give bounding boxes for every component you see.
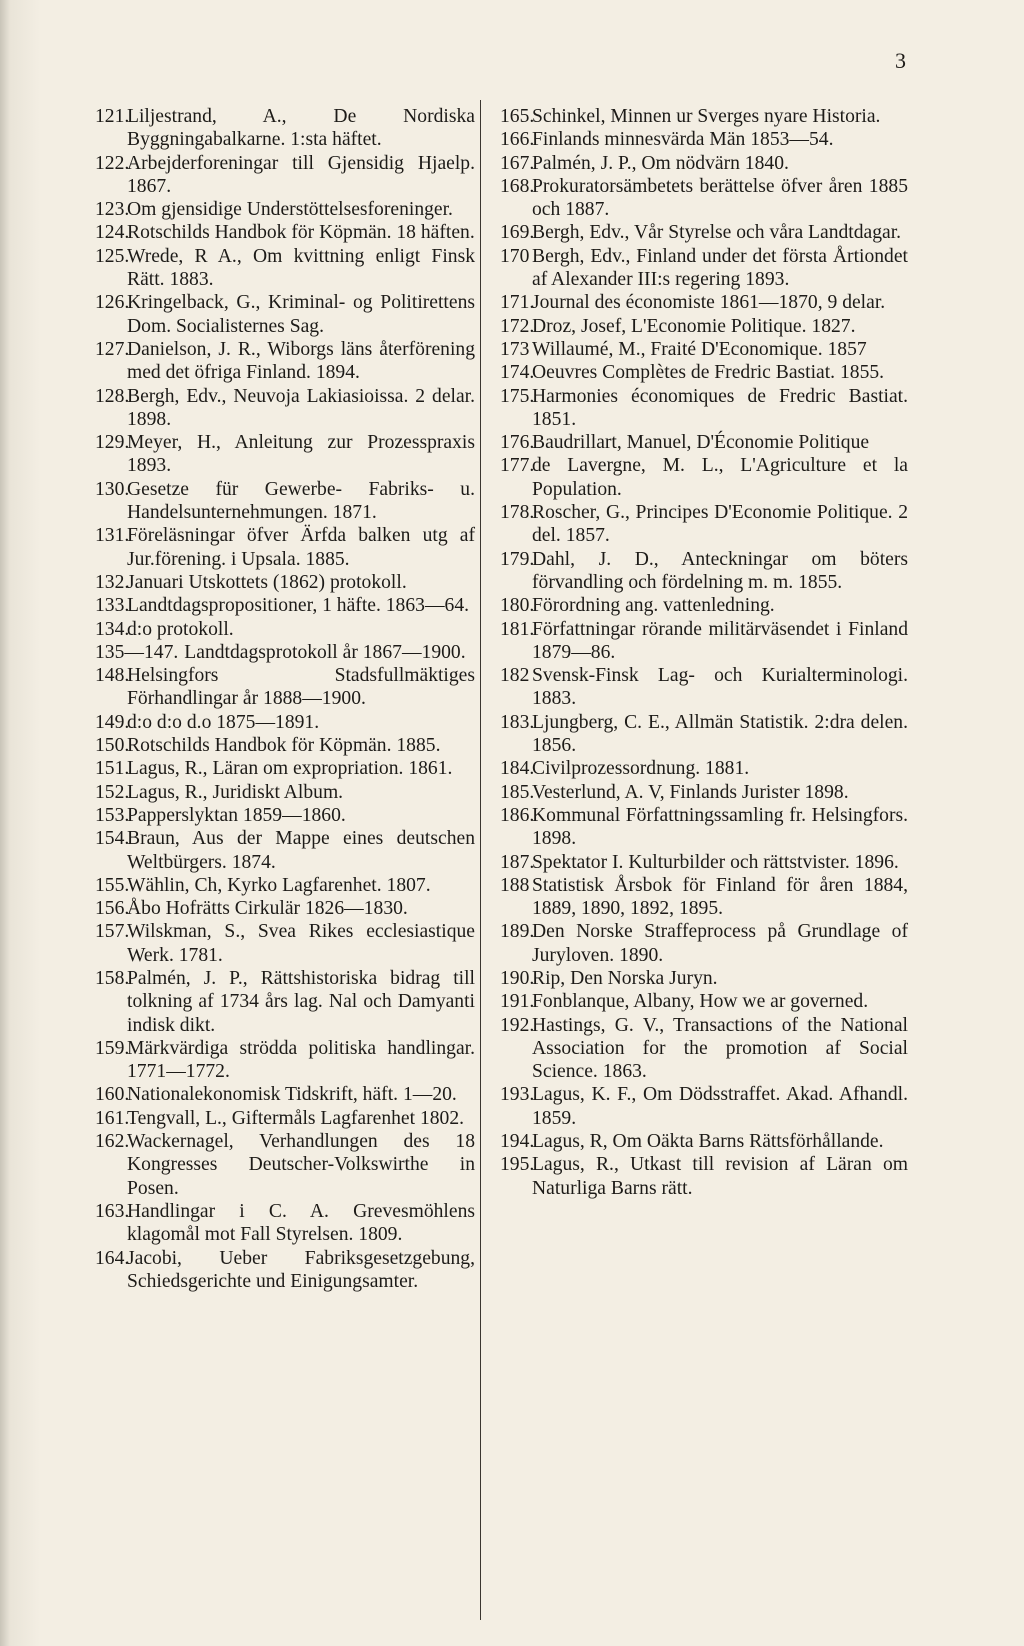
entry-text: Wackernagel, Verhandlungen des 18 Kongresses Deutscher-Volkswirthe in Posen. xyxy=(127,1131,475,1199)
entry-text: Jacobi, Ueber Fabriksgesetzgebung, Schiedsgerichte und Einigungsamter. xyxy=(127,1247,475,1292)
entry-text: Dahl, J. D., Anteckningar om böters förvandling och fördelning m. m. 1855. xyxy=(532,548,908,593)
catalog-entry xyxy=(500,175,908,222)
catalog-entry xyxy=(500,361,908,384)
entry-text: Författningar rörande militärväsendet i Finland 1879—86. xyxy=(532,618,908,663)
entry-text: d:o d:o d.o 1875—1891. xyxy=(127,711,320,733)
catalog-entry xyxy=(95,967,475,1037)
catalog-entry xyxy=(95,105,475,152)
entry-number: 169. xyxy=(500,222,535,244)
catalog-entry xyxy=(95,338,475,385)
entry-text: Palmén, J. P., Om nödvärn 1840. xyxy=(532,152,789,174)
entry-text: Schinkel, Minnen ur Sverges nyare Historia. xyxy=(532,106,881,127)
catalog-entry xyxy=(95,245,475,292)
entry-text: Roscher, G., Principes D'Economie Politique. 2 del. 1857. xyxy=(532,502,908,547)
entry-text: Prokuratorsämbetets berättelse öfver åren 1885 och 1887. xyxy=(532,175,908,221)
entry-text: Wrede, R A., Om kvittning enligt Finsk Rätt. 1883. xyxy=(127,245,475,291)
catalog-entry xyxy=(95,920,475,967)
catalog-entry xyxy=(95,757,475,780)
entry-number: 172. xyxy=(500,315,535,337)
catalog-entry xyxy=(95,478,475,525)
entry-number: 135—147. xyxy=(95,641,179,663)
catalog-entry xyxy=(500,431,908,454)
entry-text: Lagus, R, Om Oäkta Barns Rättsförhållande. xyxy=(532,1131,884,1153)
entry-number: 152. xyxy=(95,781,130,803)
entry-text: Märkvärdiga strödda politiska handlingar. 1771—1772. xyxy=(127,1037,475,1083)
entry-text: Landtdagsprotokoll år 1867—1900. xyxy=(184,641,466,663)
entry-number: 179. xyxy=(500,548,535,570)
entry-text: Harmonies économiques de Fredric Bastiat. 1851. xyxy=(532,385,908,430)
entry-number: 164. xyxy=(95,1247,130,1269)
entry-number: 129. xyxy=(95,432,130,454)
entry-text: Lagus, R., Läran om expropriation. 1861. xyxy=(127,758,453,780)
entry-number: 195. xyxy=(500,1154,535,1176)
catalog-entry xyxy=(500,245,908,292)
entry-number: 186. xyxy=(500,804,535,826)
entry-text: Lagus, R., Utkast till revision af Läran om Naturliga Barns rätt. xyxy=(532,1154,908,1199)
entry-text: Hastings, G. V., Transactions of the National Association for the promotion af Social Science. 1863. xyxy=(532,1014,908,1083)
entry-text: Kringelback, G., Kriminal- og Politirettens Dom. Socialisternes Sag. xyxy=(127,292,475,337)
entry-number: 174. xyxy=(500,362,535,384)
page-number: 3 xyxy=(895,48,906,73)
catalog-entry xyxy=(95,1107,475,1130)
entry-number: 128. xyxy=(95,385,130,407)
catalog-entry xyxy=(95,198,475,221)
entry-number: 171. xyxy=(500,292,535,314)
entry-text: Wählin, Ch, Kyrko Lagfarenhet. 1807. xyxy=(127,874,431,896)
entry-text: Braun, Aus der Mappe eines deutschen Weltbürgers. 1874. xyxy=(127,828,475,873)
entry-number: 167. xyxy=(500,152,535,174)
catalog-entry xyxy=(95,291,475,338)
entry-number: 165. xyxy=(500,106,535,127)
entry-text: Ljungberg, C. E., Allmän Statistik. 2:dra delen. 1856. xyxy=(532,711,908,757)
left-column xyxy=(95,105,475,1293)
entry-number: 176. xyxy=(500,432,535,454)
entry-number: 160. xyxy=(95,1084,130,1106)
entry-number: 177. xyxy=(500,455,535,477)
entry-text: Spektator I. Kulturbilder och rättstvister. 1896. xyxy=(532,851,899,873)
entry-number: 149. xyxy=(95,711,130,733)
catalog-entry xyxy=(95,641,475,664)
entry-text: Handlingar i C. A. Grevesmöhlens klagomål mot Fall Styrelsen. 1809. xyxy=(127,1200,475,1246)
entry-text: Lagus, R., Juridiskt Album. xyxy=(127,781,344,803)
entry-number: 192. xyxy=(500,1014,535,1036)
entry-number: 122. xyxy=(95,152,130,174)
catalog-entry xyxy=(500,105,908,128)
catalog-entry xyxy=(500,594,908,617)
entry-number: 134. xyxy=(95,618,130,640)
entry-number: 166. xyxy=(500,129,535,151)
entry-number: 189. xyxy=(500,921,535,943)
entry-number: 126. xyxy=(95,292,130,314)
entry-text: Januari Utskottets (1862) protokoll. xyxy=(127,571,407,593)
entry-number: 153. xyxy=(95,804,130,826)
entry-text: Gesetze für Gewerbe- Fabriks- u. Handelsunternehmungen. 1871. xyxy=(127,478,475,524)
entry-number: 121. xyxy=(95,106,130,127)
catalog-entry xyxy=(500,851,908,874)
catalog-entry xyxy=(500,338,908,361)
catalog-entry xyxy=(500,711,908,758)
entry-number: 123. xyxy=(95,199,130,221)
entry-number: 168. xyxy=(500,175,535,197)
catalog-entry xyxy=(500,757,908,780)
catalog-entry xyxy=(95,734,475,757)
catalog-entry xyxy=(95,1083,475,1106)
catalog-entry xyxy=(500,874,908,921)
entry-text: Baudrillart, Manuel, D'Économie Politique xyxy=(532,432,870,454)
catalog-entry xyxy=(95,874,475,897)
catalog-entry xyxy=(95,804,475,827)
entry-text: Journal des économiste 1861—1870, 9 delar. xyxy=(532,292,886,314)
entry-number: 131. xyxy=(95,525,130,547)
entry-text: Bergh, Edv., Finland under det första Årtiondet af Alexander III:s regering 1893. xyxy=(532,245,908,291)
entry-text: Tengvall, L., Giftermåls Lagfarenhet 1802. xyxy=(127,1107,465,1129)
catalog-entry xyxy=(95,1247,475,1294)
entry-number: 187. xyxy=(500,851,535,873)
entry-text: Rip, Den Norska Juryn. xyxy=(532,967,718,989)
entry-number: 184. xyxy=(500,758,535,780)
entry-number: 156. xyxy=(95,898,130,920)
entry-number: 150. xyxy=(95,735,130,757)
entry-number: 178. xyxy=(500,502,535,524)
entry-number: 125. xyxy=(95,245,130,267)
entry-text: Lagus, K. F., Om Dödsstraffet. Akad. Afhandl. 1859. xyxy=(532,1084,908,1129)
entry-number: 154. xyxy=(95,828,130,850)
catalog-entry xyxy=(500,454,908,501)
entry-number: 193. xyxy=(500,1084,535,1106)
entry-text: Rotschilds Handbok för Köpmän. 18 häften. xyxy=(127,222,475,244)
catalog-entry xyxy=(500,967,908,990)
entry-text: Droz, Josef, L'Economie Politique. 1827. xyxy=(532,315,856,337)
entry-text: Danielson, J. R., Wiborgs läns återförening med det öfriga Finland. 1894. xyxy=(127,338,475,384)
entry-text: Landtdagspropositioner, 1 häfte. 1863—64. xyxy=(127,595,470,617)
entry-text: Fonblanque, Albany, How we ar governed. xyxy=(532,991,869,1013)
entry-text: Statistisk Årsbok för Finland för åren 1884, 1889, 1890, 1892, 1895. xyxy=(532,874,908,920)
entry-text: d:o protokoll. xyxy=(127,618,234,640)
catalog-entry xyxy=(95,431,475,478)
entry-number: 159. xyxy=(95,1037,130,1059)
catalog-entry xyxy=(95,618,475,641)
catalog-entry xyxy=(95,152,475,199)
entry-text: Kommunal Författningssamling fr. Helsingfors. 1898. xyxy=(532,804,908,850)
entry-number: 132. xyxy=(95,571,130,593)
entry-number: 148. xyxy=(95,665,130,687)
entry-number: 191. xyxy=(500,991,535,1013)
entry-text: Meyer, H., Anleitung zur Prozesspraxis 1893. xyxy=(127,432,475,477)
catalog-entry xyxy=(500,315,908,338)
entry-text: Liljestrand, A., De Nordiska Byggningabalkarne. 1:sta häftet. xyxy=(127,106,475,151)
entry-text: Oeuvres Complètes de Fredric Bastiat. 1855. xyxy=(532,362,885,384)
entry-text: Om gjensidige Understöttelsesforeninger. xyxy=(127,199,453,221)
catalog-entry xyxy=(95,827,475,874)
column-divider xyxy=(480,100,481,1620)
catalog-entry xyxy=(500,1014,908,1084)
catalog-entry xyxy=(95,1130,475,1200)
entry-text: Papperslyktan 1859—1860. xyxy=(127,804,346,826)
entry-text: Förordning ang. vattenledning. xyxy=(532,595,775,617)
entry-number: 130. xyxy=(95,478,130,500)
catalog-entry xyxy=(95,571,475,594)
entry-text: Rotschilds Handbok för Köpmän. 1885. xyxy=(127,735,441,757)
catalog-entry xyxy=(500,1130,908,1153)
entry-text: Bergh, Edv., Neuvoja Lakiasioissa. 2 delar. 1898. xyxy=(127,385,475,430)
entry-number: 181. xyxy=(500,618,535,640)
entry-number: 190. xyxy=(500,967,535,989)
catalog-entry xyxy=(95,524,475,571)
entry-text: Den Norske Straffeprocess på Grundlage of Juryloven. 1890. xyxy=(532,921,908,966)
catalog-entry xyxy=(500,548,908,595)
entry-number: 155. xyxy=(95,874,130,896)
entry-number: 161. xyxy=(95,1107,130,1129)
entry-number: 151. xyxy=(95,758,130,780)
catalog-entry xyxy=(500,804,908,851)
entry-number: 158. xyxy=(95,967,130,989)
entry-text: Åbo Hofrätts Cirkulär 1826—1830. xyxy=(127,898,408,920)
catalog-entry xyxy=(500,618,908,665)
catalog-entry xyxy=(500,990,908,1013)
entry-number: 127. xyxy=(95,338,130,360)
catalog-entry xyxy=(500,781,908,804)
entry-text: de Lavergne, M. L., L'Agriculture et la Population. xyxy=(532,455,908,500)
catalog-entry xyxy=(95,594,475,617)
entry-text: Bergh, Edv., Vår Styrelse och våra Landtdagar. xyxy=(532,222,902,244)
right-column xyxy=(500,105,908,1200)
entry-number: 182 xyxy=(500,665,530,687)
entry-number: 194. xyxy=(500,1131,535,1153)
entry-text: Helsingfors Stadsfullmäktiges Förhandlingar år 1888—1900. xyxy=(127,665,475,710)
entry-text: Civilprozessordnung. 1881. xyxy=(532,758,750,780)
catalog-entry xyxy=(500,920,908,967)
catalog-entry xyxy=(95,385,475,432)
entry-number: 175. xyxy=(500,385,535,407)
catalog-entry xyxy=(95,897,475,920)
catalog-entry xyxy=(95,1037,475,1084)
entry-text: Palmén, J. P., Rättshistoriska bidrag till tolkning af 1734 års lag. Nal och Damyanti indisk dikt. xyxy=(127,967,475,1036)
entry-text: Willaumé, M., Fraité D'Economique. 1857 xyxy=(532,338,867,360)
catalog-entry xyxy=(95,221,475,244)
entry-text: Arbejderforeningar till Gjensidig Hjaelp. 1867. xyxy=(127,152,475,197)
entry-number: 133. xyxy=(95,595,130,617)
entry-number: 183. xyxy=(500,711,535,733)
entry-text: Svensk-Finsk Lag- och Kurialterminologi. 1883. xyxy=(532,665,908,710)
entry-number: 170 xyxy=(500,245,530,267)
entry-text: Finlands minnesvärda Män 1853—54. xyxy=(532,129,834,151)
catalog-entry xyxy=(500,501,908,548)
entry-number: 162. xyxy=(95,1131,130,1153)
catalog-entry xyxy=(500,1153,908,1200)
catalog-entry xyxy=(500,291,908,314)
catalog-entry xyxy=(95,781,475,804)
catalog-entry xyxy=(500,152,908,175)
entry-number: 185. xyxy=(500,781,535,803)
catalog-entry xyxy=(500,128,908,151)
entry-text: Föreläsningar öfver Ärfda balken utg af Jur.förening. i Upsala. 1885. xyxy=(127,525,475,570)
catalog-entry xyxy=(95,1200,475,1247)
entry-number: 157. xyxy=(95,921,130,943)
catalog-entry xyxy=(95,711,475,734)
entry-text: Nationalekonomisk Tidskrift, häft. 1—20. xyxy=(127,1084,457,1106)
entry-text: Wilskman, S., Svea Rikes ecclesiastique Werk. 1781. xyxy=(127,921,475,966)
entry-number: 124. xyxy=(95,222,130,244)
entry-text: Vesterlund, A. V, Finlands Jurister 1898. xyxy=(532,781,849,803)
entry-number: 180. xyxy=(500,595,535,617)
catalog-entry xyxy=(500,385,908,432)
catalog-entry xyxy=(500,221,908,244)
entry-number: 188 xyxy=(500,874,530,896)
catalog-entry xyxy=(95,664,475,711)
entry-number: 173 xyxy=(500,338,530,360)
catalog-entry xyxy=(500,664,908,711)
catalog-entry xyxy=(500,1083,908,1130)
entry-number: 163. xyxy=(95,1200,130,1222)
